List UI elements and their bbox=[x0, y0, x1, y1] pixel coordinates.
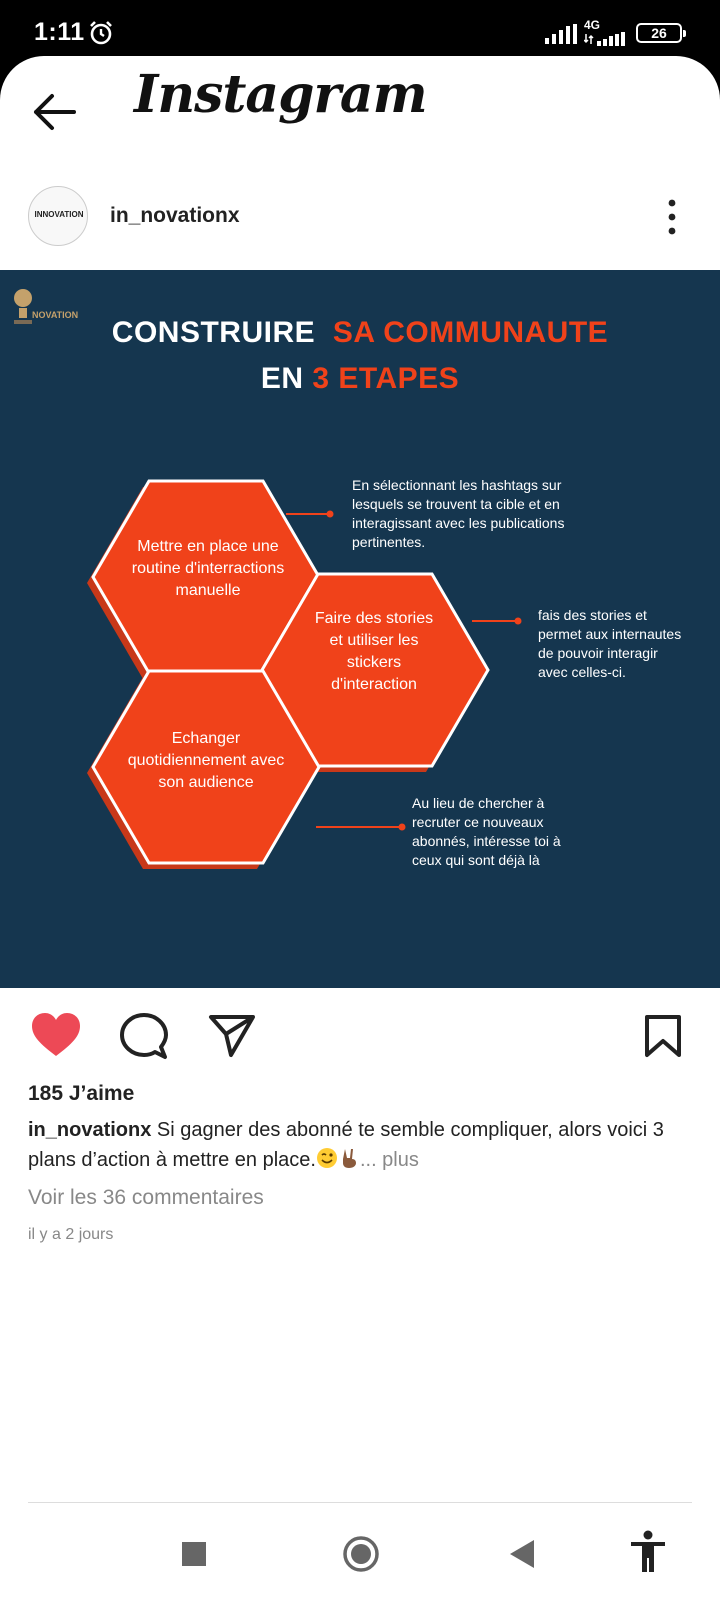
post-caption bbox=[28, 1115, 698, 1175]
title-part-d: 3 ETAPES bbox=[312, 362, 460, 395]
step-2-description: fais des stories et permet aux internautes de pouvoir interagir avec celles-ci. bbox=[538, 607, 682, 680]
avatar-logo-text: INNOVATION bbox=[34, 210, 84, 219]
avatar[interactable] bbox=[28, 186, 88, 246]
nav-divider bbox=[28, 1502, 692, 1503]
post-image[interactable] bbox=[0, 270, 720, 988]
like-count[interactable]: 185 J’aime bbox=[28, 1082, 135, 1105]
caption-username[interactable]: in_novationx bbox=[28, 1119, 152, 1141]
network-type: 4G bbox=[584, 18, 601, 32]
post-header bbox=[0, 170, 720, 262]
wink-emoji-icon bbox=[316, 1147, 338, 1169]
signal-4g-icon bbox=[584, 20, 628, 46]
back-nav-icon[interactable] bbox=[508, 1538, 536, 1570]
heart-icon[interactable] bbox=[30, 1012, 82, 1058]
home-icon[interactable] bbox=[342, 1535, 380, 1573]
post-username[interactable]: in_novationx bbox=[110, 204, 240, 227]
step-3-description: Au lieu de chercher à recruter ce nouveaux abonnés, intéresse toi à ceux qui sont déjà là bbox=[412, 795, 561, 868]
alarm-icon bbox=[88, 20, 114, 46]
battery-indicator: 26 bbox=[636, 23, 682, 43]
step-1-label: Mettre en place une routine d'interractions manuelle bbox=[131, 538, 285, 599]
send-icon[interactable] bbox=[208, 1014, 256, 1058]
title-part-a: CONSTRUIRE bbox=[111, 316, 316, 349]
more-vertical-icon[interactable] bbox=[666, 198, 678, 236]
title-part-c: EN bbox=[260, 362, 304, 395]
app-header bbox=[0, 56, 720, 166]
instagram-logo: Instagram bbox=[134, 64, 427, 125]
victory-hand-emoji-icon bbox=[338, 1147, 360, 1169]
app-screen bbox=[0, 56, 720, 1600]
signal-icon bbox=[545, 24, 577, 44]
arrow-left-icon[interactable] bbox=[30, 90, 80, 134]
step-1-description: En sélectionnant les hashtags sur lesquels se trouvent ta cible et en interagissant avec les publications pertinentes. bbox=[352, 477, 565, 550]
comment-icon[interactable] bbox=[120, 1012, 168, 1060]
image-logo-text: NOVATION bbox=[32, 310, 79, 320]
step-2-label: Faire des stories et utiliser les stickers d'interaction bbox=[314, 610, 434, 693]
bookmark-icon[interactable] bbox=[644, 1014, 682, 1058]
step-3-label: Echanger quotidiennement avec son audience bbox=[127, 730, 285, 791]
recent-apps-icon[interactable] bbox=[182, 1542, 206, 1566]
view-comments-link[interactable]: Voir les 36 commentaires bbox=[28, 1186, 264, 1209]
caption-text: Si gagner des abonné te semble compliquer, alors voici 3 plans d’action à mettre en place. bbox=[28, 1119, 664, 1171]
post-timestamp: il y a 2 jours bbox=[28, 1226, 114, 1243]
title-part-b: SA COMMUNAUTE bbox=[332, 316, 609, 349]
status-time: 1:11 bbox=[34, 18, 85, 46]
caption-more-link[interactable]: ... plus bbox=[359, 1149, 419, 1171]
status-bar bbox=[0, 0, 720, 60]
accessibility-icon[interactable] bbox=[628, 1530, 668, 1574]
